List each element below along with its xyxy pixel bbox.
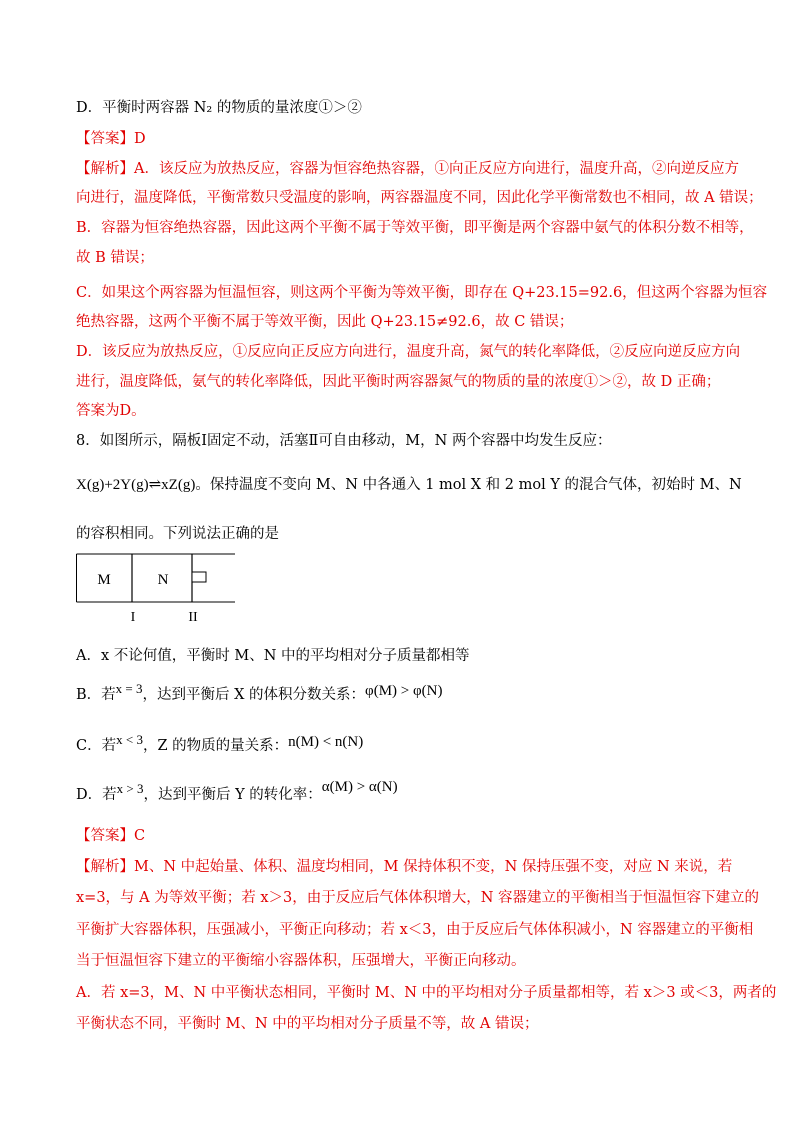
option-b-condition: x = 3 xyxy=(115,681,143,696)
option-d-prev: D．平衡时两容器 N₂ 的物质的量浓度①＞② xyxy=(76,100,362,116)
analysis-line: 绝热容器，这两个平衡不属于等效平衡，因此 Q+23.15≠92.6，故 C 错误； xyxy=(76,314,574,330)
option-b-relation: φ(M) > φ(N) xyxy=(365,683,443,699)
analysis-line: 平衡扩大容器体积，压强减小，平衡正向移动；若 x＜3，由于反应后气体体积减小，N 容器建立的平衡相 xyxy=(76,922,754,938)
reaction-equation: X(g)+2Y(g)⇌xZ(g) xyxy=(76,477,196,493)
container-diagram xyxy=(76,553,236,625)
analysis-line: 向进行，温度降低，平衡常数只受温度的影响，两容器温度不同，因此化学平衡常数也不相同，故 A 错误； xyxy=(76,190,763,206)
option-c-relation: n(M) < n(N) xyxy=(288,734,364,750)
analysis-line: 进行，温度降低，氨气的转化率降低，因此平衡时两容器氮气的物质的量的浓度①＞②，故 D 正确； xyxy=(76,374,721,390)
analysis-line: 平衡状态不同，平衡时 M、N 中的平均相对分子质量不等，故 A 错误； xyxy=(76,1016,539,1032)
partition-i-label: I xyxy=(130,610,136,625)
option-c-condition: x < 3 xyxy=(116,732,143,747)
question-stem: 8．如图所示，隔板Ⅰ固定不动，活塞Ⅱ可自由移动，M，N 两个容器中均发生反应： xyxy=(76,433,612,449)
option-d-relation: α(M) > α(N) xyxy=(321,779,398,795)
analysis-line: D．该反应为放热反应，①反应向正反应方向进行，温度升高，氮气的转化率降低，②反应向逆反应方向 xyxy=(76,344,741,360)
option-d-condition: x > 3 xyxy=(116,781,144,796)
answer-q8: 【答案】C xyxy=(76,828,146,844)
question-equation-line xyxy=(76,474,742,496)
question-continuation: 。保持温度不变向 M、N 中各通入 1 mol X 和 2 mol Y 的混合气体，初始时 M、N xyxy=(195,477,742,493)
container-n-label: N xyxy=(157,572,169,588)
answer-prev: 【答案】D xyxy=(76,131,146,147)
analysis-line: A．若 x=3，M、N 中平衡状态相同，平衡时 M、N 中的平均相对分子质量都相等，若 x＞3 或＜3，两者的 xyxy=(76,985,777,1001)
option-b: B．若x = 3，达到平衡后 X 的体积分数关系：φ(M) > φ(N) xyxy=(76,681,443,703)
piston-handle xyxy=(192,572,206,582)
option-c: C．若x < 3，Z 的物质的量关系：n(M) < n(N) xyxy=(76,732,364,754)
container-m-label: M xyxy=(97,572,111,588)
option-d: D．若x > 3，达到平衡后 Y 的转化率：α(M) > α(N) xyxy=(76,779,398,803)
analysis-line: 当于恒温恒容下建立的平衡缩小容器体积，压强增大，平衡正向移动。 xyxy=(76,953,526,969)
analysis-line: C．如果这个两容器为恒温恒容，则这两个平衡为等效平衡，即存在 Q+23.15=92.6，但这两个容器为恒容 xyxy=(76,285,768,301)
question-continuation-2: 的容积相同。下列说法正确的是 xyxy=(76,526,279,542)
analysis-line: B．容器为恒容绝热容器，因此这两个平衡不属于等效平衡，即平衡是两个容器中氨气的体积分数不相等， xyxy=(76,220,754,236)
analysis-line: 答案为D。 xyxy=(76,403,146,419)
piston-ii-label: II xyxy=(188,610,198,625)
option-a: A．x 不论何值，平衡时 M、N 中的平均相对分子质量都相等 xyxy=(76,648,470,664)
analysis-line: 【解析】A．该反应为放热反应，容器为恒容绝热容器，①向正反应方向进行，温度升高，②向逆反应方 xyxy=(76,161,739,177)
analysis-line: 【解析】M、N 中起始量、体积、温度均相同，M 保持体积不变，N 保持压强不变，对应 N 来说，若 xyxy=(76,859,733,875)
analysis-line: x=3，与 A 为等效平衡；若 x＞3，由于反应后气体体积增大，N 容器建立的平衡相当于恒温恒容下建立的 xyxy=(76,890,760,906)
analysis-line: 故 B 错误； xyxy=(76,250,154,266)
